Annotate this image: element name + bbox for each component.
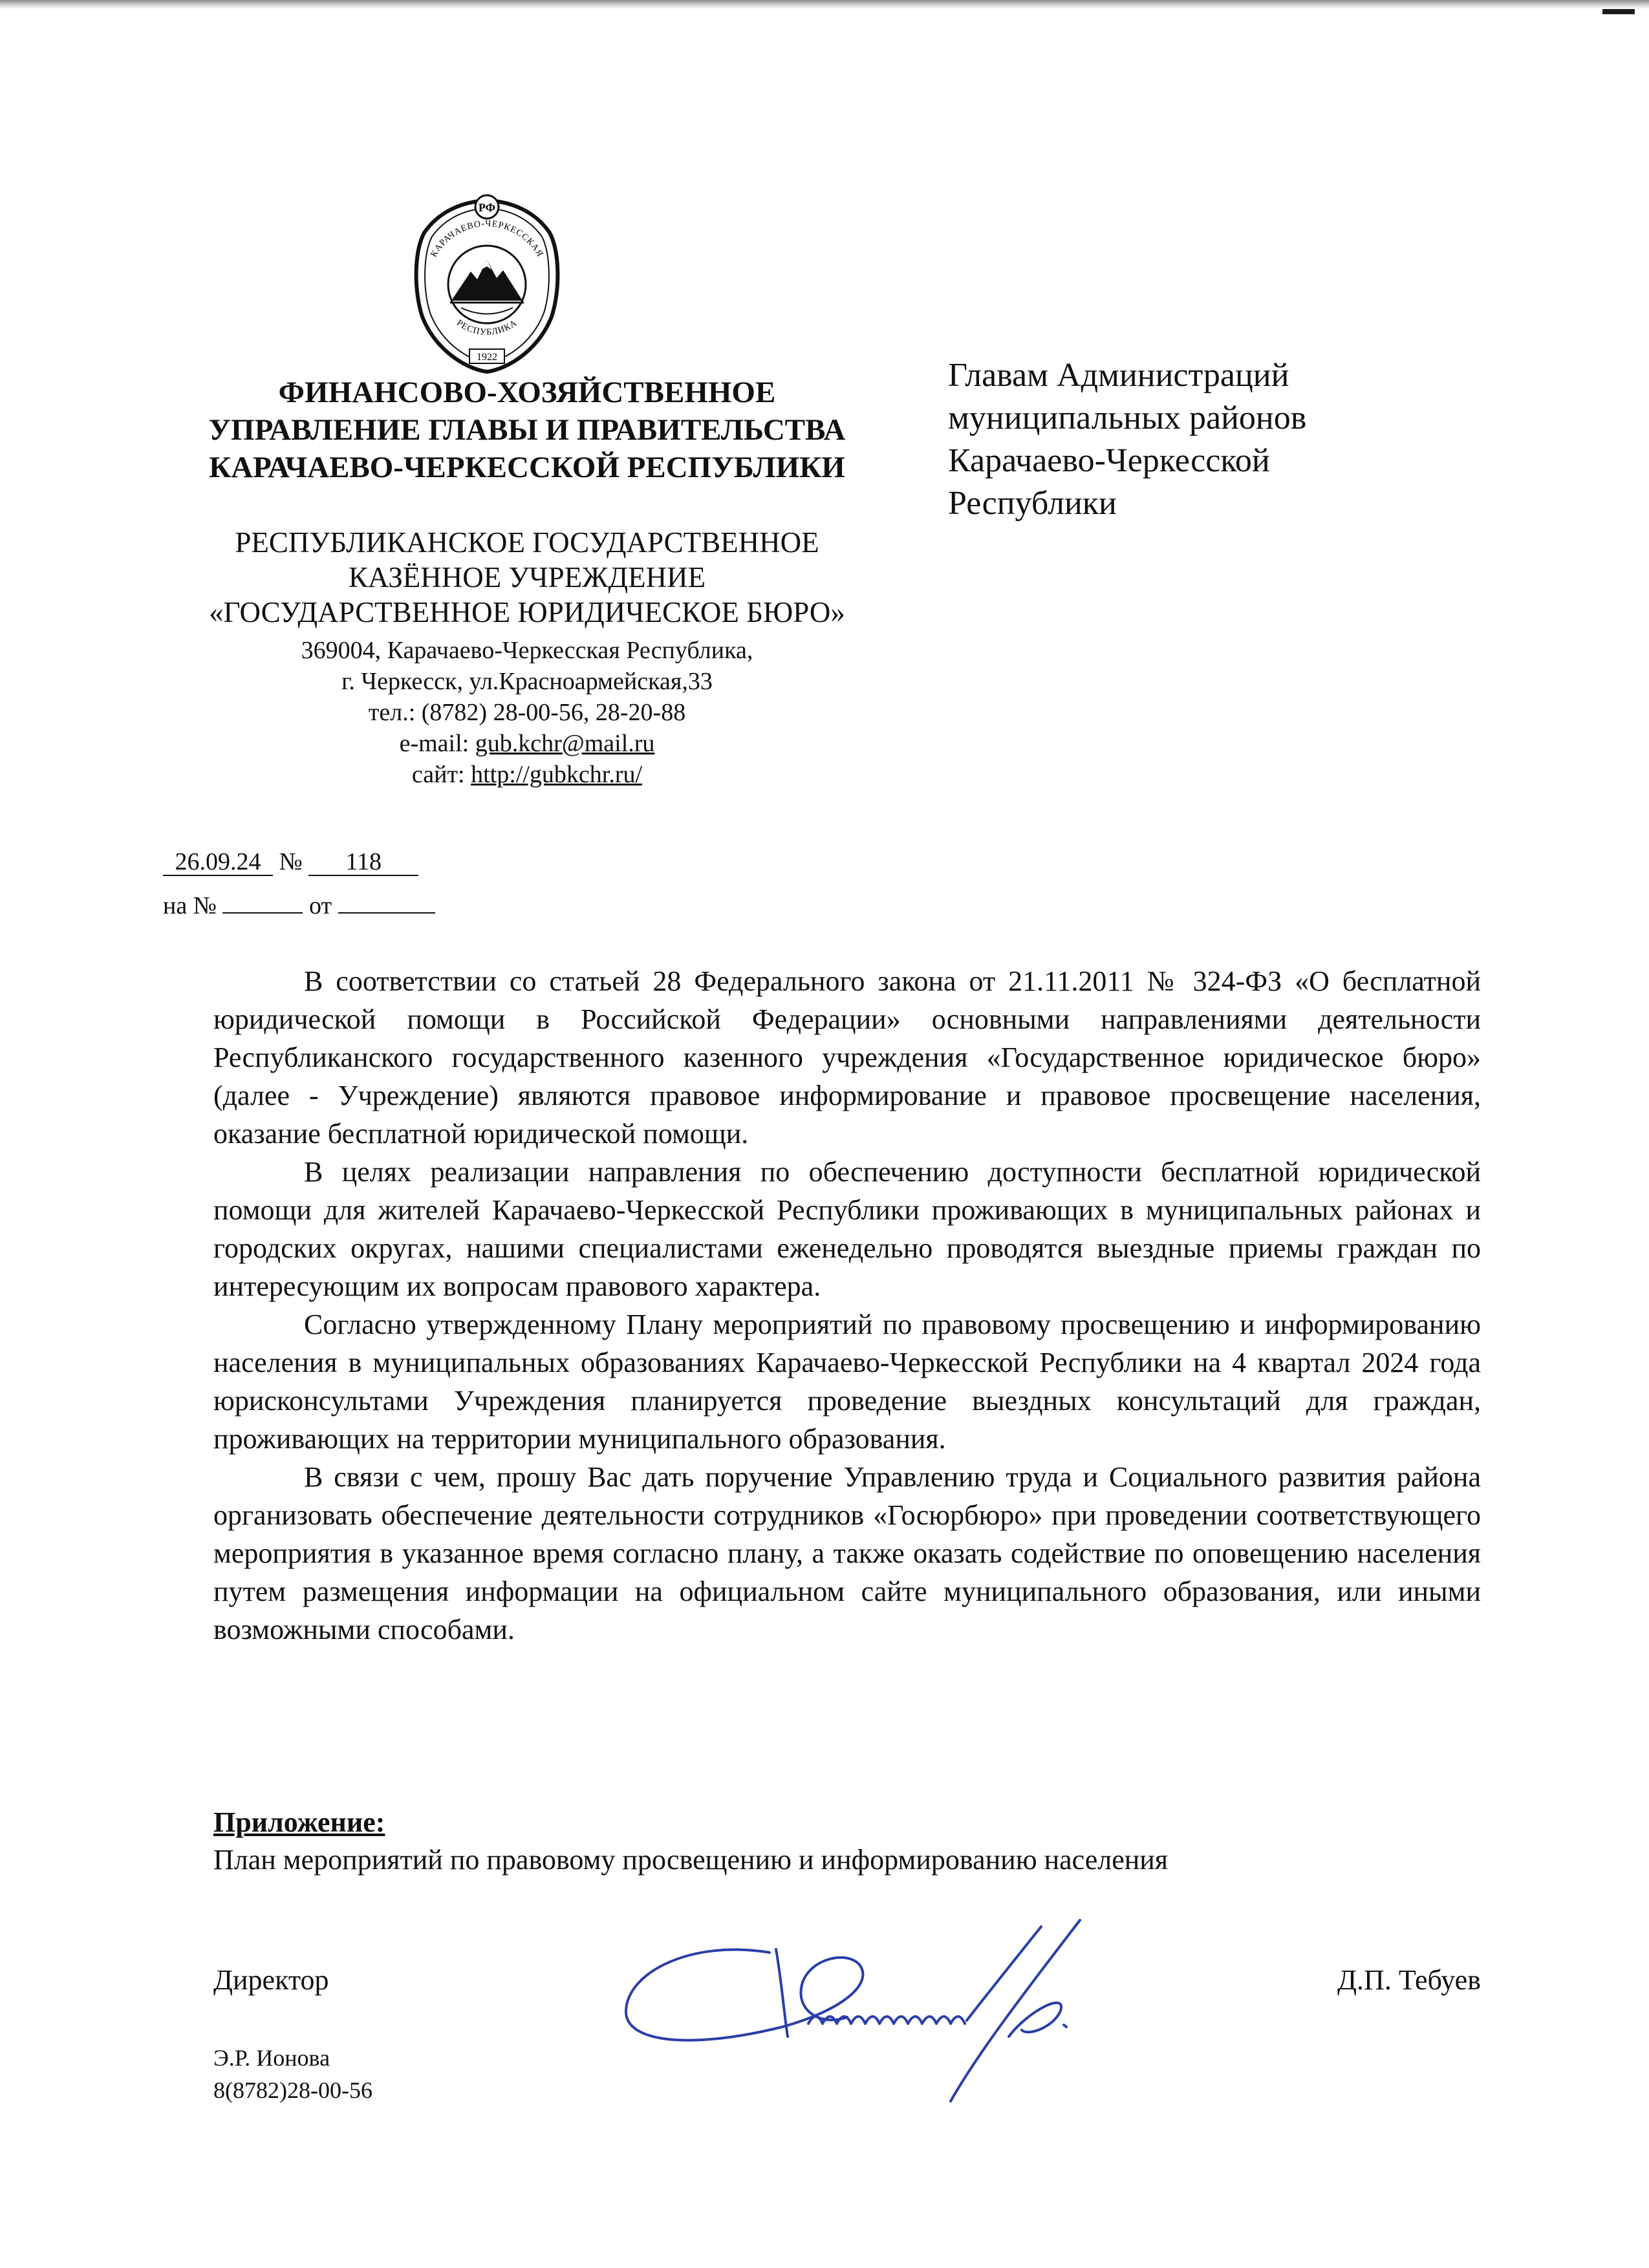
email-line xyxy=(116,728,938,759)
email-label: e-mail: xyxy=(399,730,469,757)
signer-role: Директор xyxy=(213,1964,329,1996)
signature-mark xyxy=(614,1914,1119,2108)
paragraph-4: В связи с чем, прошу Вас дать поручение Управлению труда и Социального развития района организовать обеспечение деятельности сотрудников «Госюрбюро» при проведении соответствующего мероприятия в указанное время согласно плану, а также оказать содействие по оповещению населения путем размещения информации на официальном сайте муниципального образования, или иными возможными способами. xyxy=(213,1461,1481,1645)
emblem-icon xyxy=(400,187,574,381)
paragraph-1: В соответствии со статьей 28 Федерального закона от 21.11.2011 № 324-ФЗ «О бесплатной юридической помощи в Российской Федерации» основными направлениями деятельности Республиканского государственного казенного учреждения «Государственное юридическое бюро» (далее - Учреждение) являются правовое информирование и правовое просвещение населения, оказание бесплатной юридической помощи. xyxy=(213,965,1481,1150)
org-name-line2: УПРАВЛЕНИЕ ГЛАВЫ И ПРАВИТЕЛЬСТВА xyxy=(208,413,846,447)
executor-name: Э.Р. Ионова xyxy=(213,2045,330,2071)
addressee-line3: Карачаево-Черкесской xyxy=(948,442,1270,479)
appendix-title: Приложение: xyxy=(213,1806,385,1838)
org-name-line1: ФИНАНСОВО-ХОЗЯЙСТВЕННОЕ xyxy=(278,376,776,409)
registration-line xyxy=(163,847,418,877)
appendix-text: План мероприятий по правовому просвещению и информированию населения xyxy=(213,1844,1169,1876)
ref-from-label: от xyxy=(308,892,332,919)
letter-body xyxy=(213,962,1481,1649)
ref-label: на № xyxy=(163,892,217,919)
emblem-top-text: РФ xyxy=(478,201,496,214)
scan-edge xyxy=(0,0,1649,9)
scan-mark xyxy=(1602,9,1635,14)
paragraph-2: В целях реализации направления по обеспечению доступности бесплатной юридической помощи для жителей Карачаево-Черкесской Республики проживающих в муниципальных районах и городских округах, нашими специалистами еженедельно проводятся выездные приемы граждан по интересующим их вопросам правового характера. xyxy=(213,1156,1481,1302)
reg-date: 26.09.24 xyxy=(163,849,273,876)
site-line xyxy=(116,759,938,790)
email-link[interactable]: gub.kchr@mail.ru xyxy=(475,730,655,757)
reg-number-label: № xyxy=(279,848,303,875)
emblem-ring-top: КАРАЧАЕВО-ЧЕРКЕССКАЯ xyxy=(429,219,545,259)
signer-name: Д.П. Тебуев xyxy=(1337,1964,1481,1996)
site-label: сайт: xyxy=(411,761,465,788)
reference-line xyxy=(163,891,435,921)
address-line1: 369004, Карачаево-Черкесская Республика, xyxy=(301,637,753,664)
institution-line2: КАЗЁННОЕ УЧРЕЖДЕНИЕ xyxy=(348,561,706,594)
addressee-line1: Главам Администраций xyxy=(948,357,1289,394)
reg-number: 118 xyxy=(308,849,418,876)
phone-line: тел.: (8782) 28-00-56, 28-20-88 xyxy=(368,699,686,726)
site-link[interactable]: http://gubkchr.ru/ xyxy=(471,761,643,788)
address-line2: г. Черкесск, ул.Красноармейская,33 xyxy=(341,668,713,695)
emblem-year: 1922 xyxy=(477,352,497,363)
ref-number xyxy=(222,912,303,914)
addressee-line2: муниципальных районов xyxy=(948,400,1307,436)
addressee-block xyxy=(948,354,1530,525)
executor-block xyxy=(213,2042,372,2106)
institution-line3: «ГОСУДАРСТВЕННОЕ ЮРИДИЧЕСКОЕ БЮРО» xyxy=(209,596,845,628)
ref-date xyxy=(338,912,435,914)
emblem-ring-bottom: РЕСПУБЛИКА xyxy=(455,318,519,337)
paragraph-3: Согласно утвержденному Плану мероприятий по правовому просвещению и информированию населения в муниципальных образованиях Карачаево-Черкесской Республики на 4 квартал 2024 года юрисконсультами Учреждения планируется проведение выездных консультаций для граждан, проживающих на территории муниципального образования. xyxy=(213,1309,1481,1455)
addressee-line4: Республики xyxy=(948,485,1117,522)
executor-phone: 8(8782)28-00-56 xyxy=(213,2077,372,2103)
institution-line1: РЕСПУБЛИКАНСКОЕ ГОСУДАРСТВЕННОЕ xyxy=(235,526,819,559)
org-name-line3: КАРАЧАЕВО-ЧЕРКЕССКОЙ РЕСПУБЛИКИ xyxy=(209,451,845,484)
